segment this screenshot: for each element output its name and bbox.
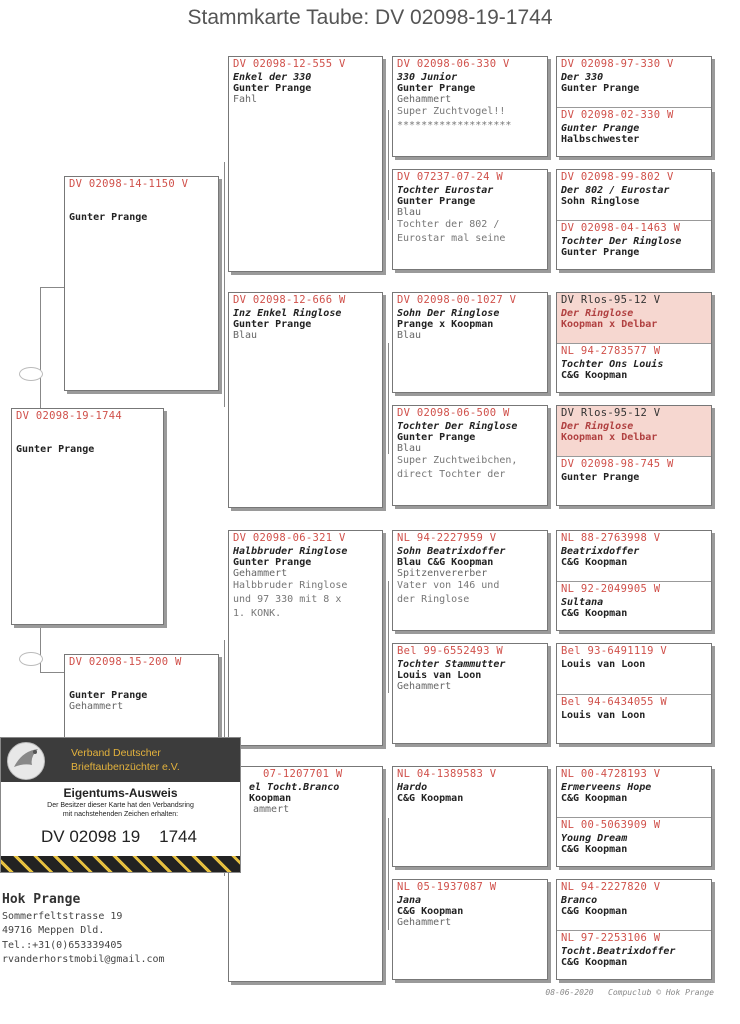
great-grandparent-card[interactable] [392, 169, 548, 270]
ring-number: NL 04-1389583 V [397, 768, 497, 780]
great-grandparent-card[interactable] [392, 292, 548, 393]
owner: C&G Koopman [397, 906, 464, 917]
ring-number: DV 02098-12-555 V [233, 58, 346, 70]
great-grandparent-card[interactable] [392, 643, 548, 744]
owner: Gunter Prange [69, 212, 148, 223]
ring-number: DV 02098-98-745 W [561, 458, 674, 470]
pigeon-name: Tochter Eurostar [397, 185, 494, 196]
ring-number: DV 02098-00-1027 V [397, 294, 517, 306]
badge-text-line: mit nachstehenden Zeichen erhalten: [62, 811, 179, 818]
pigeon-name: Der Ringlose [561, 308, 634, 319]
ring-number: DV 02098-06-321 V [233, 532, 346, 544]
footer-credit: 08-06-2020 Compuclub © Hok Prange [545, 988, 714, 997]
ring-number: DV 02098-04-1463 W [561, 222, 681, 234]
connector [224, 162, 225, 407]
ring-number: NL 94-2227959 V [397, 532, 497, 544]
pigeon-name: Sohn Der Ringlose [397, 308, 500, 319]
ring-number: NL 88-2763998 V [561, 532, 661, 544]
dam-card[interactable] [64, 654, 219, 738]
ring-number: 07-1207701 W [263, 768, 343, 780]
ring-number: NL 00-5063909 W [561, 819, 661, 831]
pigeon-logo-icon [7, 742, 45, 780]
owner: Koopman x Delbar [561, 319, 658, 330]
ring-number: Bel 93-6491119 V [561, 645, 667, 657]
great-grandparent-card[interactable] [392, 530, 548, 631]
pigeon-name: Sohn Beatrixdoffer [397, 546, 506, 557]
pigeon-name: Jana [397, 895, 422, 906]
owner: Gunter Prange [397, 196, 476, 207]
ring-number: DV 02098-14-1150 V [69, 178, 189, 190]
color: Gehammert [397, 917, 452, 928]
pigeon-name: Tochter Stammutter [397, 659, 506, 670]
note-line: ******************* [397, 120, 512, 131]
note-line: und 97 330 mit 8 x [233, 594, 342, 605]
great-great-grandparent-card[interactable] [556, 766, 712, 867]
owner: Gunter Prange [397, 432, 476, 443]
pigeon-name: Tochter Ons Louis [561, 359, 664, 370]
great-grandparent-card[interactable] [392, 56, 548, 157]
connector [388, 343, 389, 454]
color: Blau [397, 207, 422, 218]
color: Blau [397, 443, 422, 454]
breeder-name: Hok Prange [2, 892, 81, 907]
connector [388, 581, 389, 693]
ring-number: NL 05-1937087 W [397, 881, 497, 893]
sire-card[interactable] [64, 176, 219, 391]
great-great-grandparent-card[interactable] [556, 643, 712, 744]
grandparent-card[interactable] [228, 530, 383, 746]
owner: Gunter Prange [561, 83, 640, 94]
pigeon-name: Halbbruder Ringlose [233, 546, 348, 557]
owner: C&G Koopman [561, 957, 628, 968]
badge-org-line: Brieftaubenzüchter e.V. [71, 761, 180, 773]
badge-stripe [1, 856, 240, 872]
ring-number: DV Rlos-95-12 V [561, 407, 661, 419]
connector [388, 818, 389, 930]
note-line: Vater von 146 und [397, 580, 500, 591]
color: Gehammert [397, 94, 452, 105]
ring-number: DV 02098-97-330 V [561, 58, 674, 70]
pigeon-name: Sultana [561, 597, 604, 608]
color: Blau [397, 330, 422, 341]
owner: Blau C&G Koopman [397, 557, 494, 568]
owner: C&G Koopman [561, 844, 628, 855]
breeder-street: Sommerfeltstrasse 19 [2, 910, 123, 922]
pigeon-name: Young Dream [561, 833, 628, 844]
pigeon-name: Tochter Der Ringlose [397, 421, 518, 432]
pigeon-name: Der 802 / Eurostar [561, 185, 670, 196]
ring-marker-icon [19, 367, 43, 381]
breeder-phone: Tel.:+31(0)653339405 [2, 939, 123, 951]
pigeon-name: el Tocht.Branco [249, 782, 340, 793]
note-line: Eurostar mal seine [397, 233, 506, 244]
note-line: Halbbruder Ringlose [233, 580, 348, 591]
ring-number: NL 00-4728193 V [561, 768, 661, 780]
grandparent-card[interactable] [228, 56, 383, 272]
owner: Gunter Prange [16, 444, 95, 455]
owner: Koopman x Delbar [561, 432, 658, 443]
owner: Sohn Ringlose [561, 196, 640, 207]
ring-number: NL 92-2049905 W [561, 583, 661, 595]
color: Spitzenvererber [397, 568, 488, 579]
great-grandparent-card[interactable] [392, 766, 548, 867]
great-great-grandparent-card[interactable] [556, 292, 712, 393]
pigeon-name: Der 330 [561, 72, 604, 83]
ring-number: DV 02098-02-330 W [561, 109, 674, 121]
badge-ring-number: DV 02098 19 1744 [41, 827, 197, 846]
ring-number: DV 07237-07-24 W [397, 171, 503, 183]
ring-number: Bel 94-6434055 W [561, 696, 667, 708]
page-title: Stammkarte Taube: DV 02098-19-1744 [187, 6, 553, 29]
great-grandparent-card[interactable] [392, 879, 548, 980]
ring-number: NL 97-2253106 W [561, 932, 661, 944]
owner: Gunter Prange [561, 247, 640, 258]
owner: Gunter Prange [397, 83, 476, 94]
ring-number: DV 02098-15-200 W [69, 656, 182, 668]
breeder-info [2, 893, 165, 968]
owner: C&G Koopman [397, 793, 464, 804]
badge-title: Eigentums-Ausweis [63, 786, 178, 800]
owner: Koopman [249, 793, 292, 804]
ring-number: DV 02098-12-666 W [233, 294, 346, 306]
ring-number: Bel 99-6552493 W [397, 645, 503, 657]
ring-number: DV Rlos-95-12 V [561, 294, 661, 306]
note-line: Tochter der 802 / [397, 219, 500, 230]
owner: C&G Koopman [561, 906, 628, 917]
owner: Louis van Loon [397, 670, 482, 681]
pigeon-name: Inz Enkel Ringlose [233, 308, 342, 319]
badge-org-line: Verband Deutscher [71, 747, 161, 759]
pigeon-name: Gunter Prange [561, 123, 640, 134]
connector [40, 622, 41, 672]
owner: Gunter Prange [233, 319, 312, 330]
ring-number: DV 02098-19-1744 [16, 410, 122, 422]
owner: Prange x Koopman [397, 319, 494, 330]
great-great-grandparent-card[interactable] [556, 169, 712, 270]
pigeon-name: Branco [561, 895, 598, 906]
color: Blau [233, 330, 258, 341]
owner: C&G Koopman [561, 793, 628, 804]
color: Gehammert [69, 701, 124, 712]
pigeon-name: Tochter Der Ringlose [561, 236, 682, 247]
breeder-city: 49716 Meppen Dld. [2, 925, 105, 936]
color: Gehammert [397, 681, 452, 692]
owner: Gunter Prange [233, 557, 312, 568]
grandparent-card[interactable] [228, 766, 383, 982]
color: Fahl [233, 94, 258, 105]
pigeon-name: Enkel der 330 [233, 72, 312, 83]
badge-header [1, 738, 240, 782]
ring-number: DV 02098-06-500 W [397, 407, 510, 419]
badge-text-line: Der Besitzer dieser Karte hat den Verbandsring [47, 802, 194, 809]
note-line: direct Tochter der [397, 469, 506, 480]
connector [40, 672, 64, 673]
ring-number: DV 02098-99-802 V [561, 171, 674, 183]
ring-number: NL 94-2783577 W [561, 345, 661, 357]
ring-marker-icon [19, 652, 43, 666]
ring-number: DV 02098-06-330 V [397, 58, 510, 70]
connector [40, 287, 41, 412]
connector [40, 287, 64, 288]
owner: C&G Koopman [561, 370, 628, 381]
color: ammert [253, 804, 290, 815]
pigeon-name: Tocht.Beatrixdoffer [561, 946, 676, 957]
great-great-grandparent-card[interactable] [556, 405, 712, 506]
note-line: Super Zuchtweibchen, [397, 455, 518, 466]
owner: Gunter Prange [233, 83, 312, 94]
owner: Louis van Loon [561, 659, 646, 670]
grandparent-card[interactable] [228, 292, 383, 508]
owner: Halbschwester [561, 134, 640, 145]
ring-number: NL 94-2227820 V [561, 881, 661, 893]
ownership-badge [0, 737, 241, 873]
subject-card[interactable] [11, 408, 164, 625]
great-great-grandparent-card[interactable] [556, 56, 712, 157]
pigeon-name: Der Ringlose [561, 421, 634, 432]
great-grandparent-card[interactable] [392, 405, 548, 506]
connector [388, 110, 389, 220]
owner: C&G Koopman [561, 608, 628, 619]
breeder-email: rvanderhorstmobil@gmail.com [2, 954, 165, 965]
pigeon-name: 330 Junior [397, 72, 458, 83]
great-great-grandparent-card[interactable] [556, 879, 712, 980]
note-line: Super Zuchtvogel!! [397, 106, 506, 117]
pigeon-name: Hardo [397, 782, 428, 793]
great-great-grandparent-card[interactable] [556, 530, 712, 631]
color: Gehammert [233, 568, 288, 579]
note-line: 1. KONK. [233, 608, 282, 619]
note-line: der Ringlose [397, 594, 470, 605]
owner: Gunter Prange [69, 690, 148, 701]
owner: Louis van Loon [561, 710, 646, 721]
pigeon-name: Ermerveens Hope [561, 782, 652, 793]
pigeon-name: Beatrixdoffer [561, 546, 640, 557]
owner: Gunter Prange [561, 472, 640, 483]
owner: C&G Koopman [561, 557, 628, 568]
